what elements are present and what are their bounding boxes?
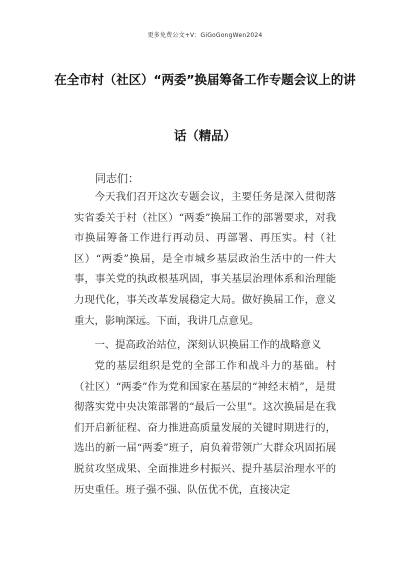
document-title-line-1: 在全市村（社区）“两委”换届筹备工作专题会议上的讲 <box>54 72 356 87</box>
header-note: 更多免费公文+V：GiGoGongWen2024 <box>147 32 263 39</box>
paragraph-intro: 今天我们召开这次专题会议，主要任务是深入贯彻落实省委关于村（社区）“两委”换届工作的部署要求，对我市换届筹备工作进行再动员、再部署、再压实。村（社区）“两委”换届，是全市城乡基层政治生活中的一件大事，事关党的执政根基巩固，事关基层治理体系和治理能力现代化，事关改革发展稳定大局。做好换届工作，意义重大，影响深远。下面，我讲几点意见。 <box>74 191 336 327</box>
paragraph-section-1: 党的基层组织是党的全部工作和战斗力的基础。村（社区）“两委”作为党和国家在基层的“神经末梢”，是贯彻落实党中央决策部署的“最后一公里”。这次换届是在我们开启新征程、奋力推进高质量发展的关键时期进行的，选出的新一届“两委”班子，肩负着带领广大群众巩固拓展脱贫攻坚成果、全面推进乡村振兴、提升基层治理水平的历史重任。班子强不强、队伍优不优，直接决定 <box>74 360 336 496</box>
salutation: 同志们： <box>95 172 139 185</box>
section-heading-1: 一、提高政治站位，深刻认识换届工作的战略意义 <box>94 339 322 351</box>
document-title-line-2: 话（精品） <box>174 128 236 143</box>
